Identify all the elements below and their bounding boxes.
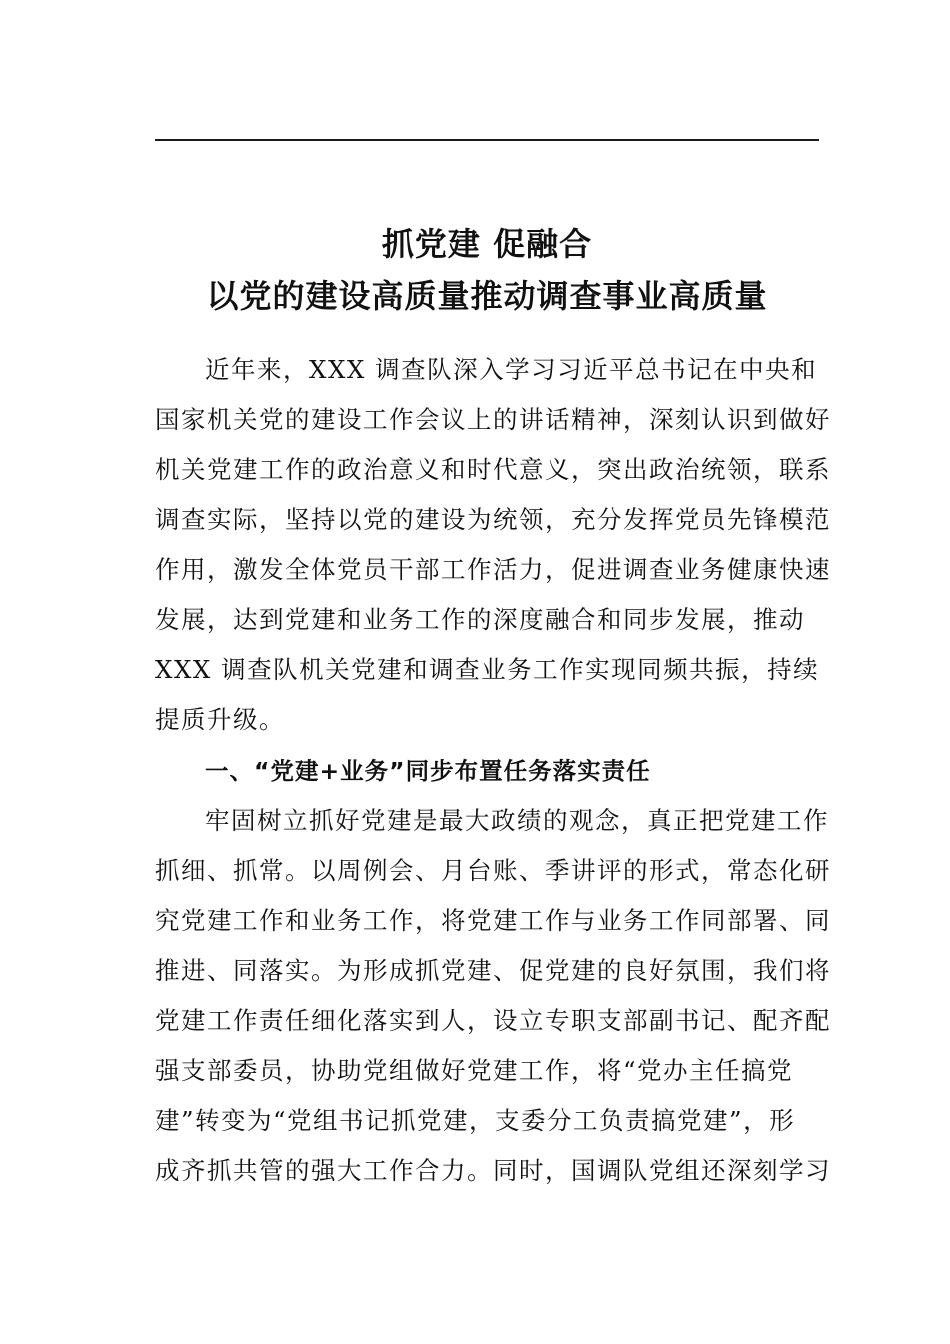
document-title-line-1: 抓党建 促融合 [381, 225, 593, 263]
paragraph-line: 国家机关党的建设工作会议上的讲话精神，深刻认识到做好 [155, 405, 831, 434]
paragraph-line: 近年来，XXX 调查队深入学习习近平总书记在中央和 [205, 355, 818, 384]
paragraph-line: 强支部委员，协助党组做好党建工作，将“党办主任搞党 [155, 1056, 794, 1085]
header-rule [155, 139, 819, 141]
section-heading-1: 一、“党建+业务”同步布置任务落实责任 [205, 757, 651, 785]
paragraph-line: 提质升级。 [155, 705, 285, 734]
paragraph-line: 发展，达到党建和业务工作的深度融合和同步发展，推动 [155, 605, 805, 634]
paragraph-line: 抓细、抓常。以周例会、月台账、季讲评的形式，常态化研 [155, 856, 831, 885]
paragraph-line: 调查实际，坚持以党的建设为统领，充分发挥党员先锋模范 [155, 505, 831, 534]
paragraph-line: 建”转变为“党组书记抓党建，支委分工负责搞党建”，形 [155, 1106, 796, 1135]
paragraph-line: 机关党建工作的政治意义和时代意义，突出政治统领，联系 [155, 455, 831, 484]
paragraph-line: 究党建工作和业务工作，将党建工作与业务工作同部署、同 [155, 906, 831, 935]
document-title-line-2: 以党的建设高质量推动调查事业高质量 [206, 277, 768, 315]
paragraph-line: 作用，激发全体党员干部工作活力，促进调查业务健康快速 [155, 555, 831, 584]
paragraph-line: 推进、同落实。为形成抓党建、促党建的良好氛围，我们将 [155, 956, 831, 985]
paragraph-line: 牢固树立抓好党建是最大政绩的观念，真正把党建工作 [205, 806, 829, 835]
paragraph-line: 成齐抓共管的强大工作合力。同时，国调队党组还深刻学习 [155, 1156, 831, 1185]
paragraph-line: XXX 调查队机关党建和调查业务工作实现同频共振，持续 [155, 655, 820, 684]
paragraph-line: 党建工作责任细化落实到人，设立专职支部副书记、配齐配 [155, 1006, 831, 1035]
